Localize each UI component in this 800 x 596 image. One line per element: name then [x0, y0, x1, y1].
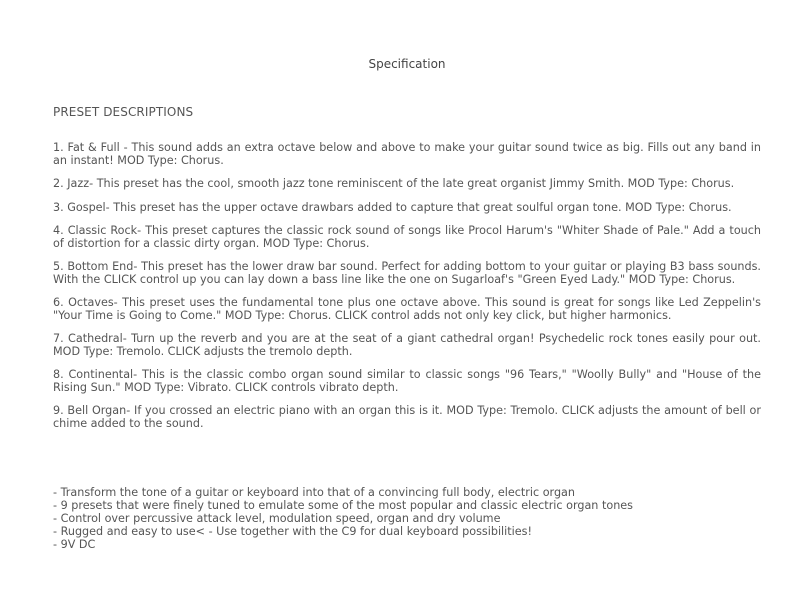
feature-item: - 9V DC: [53, 538, 96, 551]
page-title: Specification: [368, 57, 446, 71]
preset-description: 4. Classic Rock- This preset captures the classic rock sound of songs like Procol Harum's "Whiter Shade of Pale." Add a touch of distortion for a classic dirty organ. MOD Type: Chorus.: [53, 224, 761, 250]
feature-item: - 9 presets that were finely tuned to emulate some of the most popular and classic electric organ tones: [53, 499, 633, 512]
preset-description: 5. Bottom End- This preset has the lower draw bar sound. Perfect for adding bottom to your guitar or playing B3 bass sounds. With the CLICK control up you can lay down a bass line like the one on Sugarloaf's "Green Eyed Lady." MOD Type: Chorus.: [53, 260, 761, 286]
preset-description: 2. Jazz- This preset has the cool, smooth jazz tone reminiscent of the late great organist Jimmy Smith. MOD Type: Chorus.: [53, 177, 735, 190]
feature-item: - Control over percussive attack level, modulation speed, organ and dry volume: [53, 512, 501, 525]
feature-item: - Transform the tone of a guitar or keyboard into that of a convincing full body, electric organ: [53, 486, 575, 499]
preset-description: 9. Bell Organ- If you crossed an electric piano with an organ this is it. MOD Type: Tremolo. CLICK adjusts the amount of bell or chime added to the sound.: [53, 404, 761, 430]
preset-description: 1. Fat & Full - This sound adds an extra octave below and above to make your guitar sound twice as big. Fills out any band in an instant! MOD Type: Chorus.: [53, 141, 761, 167]
preset-description: 7. Cathedral- Turn up the reverb and you are at the seat of a giant cathedral organ! Psychedelic rock tones easily pour out. MOD Type: Tremolo. CLICK adjusts the tremolo depth.: [53, 332, 761, 358]
preset-description: 8. Continental- This is the classic combo organ sound similar to classic songs "96 Tears," "Woolly Bully" and "House of the Rising Sun." MOD Type: Vibrato. CLICK controls vibrato depth.: [53, 368, 761, 394]
preset-list: [53, 142, 761, 441]
feature-list: [53, 486, 761, 551]
feature-item: - Rugged and easy to use< - Use together with the C9 for dual keyboard possibilities!: [53, 525, 532, 538]
preset-description: 6. Octaves- This preset uses the fundamental tone plus one octave above. This sound is great for songs like Led Zeppelin's "Your Time is Going to Come." MOD Type: Chorus. CLICK control adds not only key click, but higher harmonics.: [53, 296, 761, 322]
preset-description: 3. Gospel- This preset has the upper octave drawbars added to capture that great soulful organ tone. MOD Type: Chorus.: [53, 200, 732, 214]
preset-descriptions-heading: PRESET DESCRIPTIONS: [53, 105, 194, 119]
